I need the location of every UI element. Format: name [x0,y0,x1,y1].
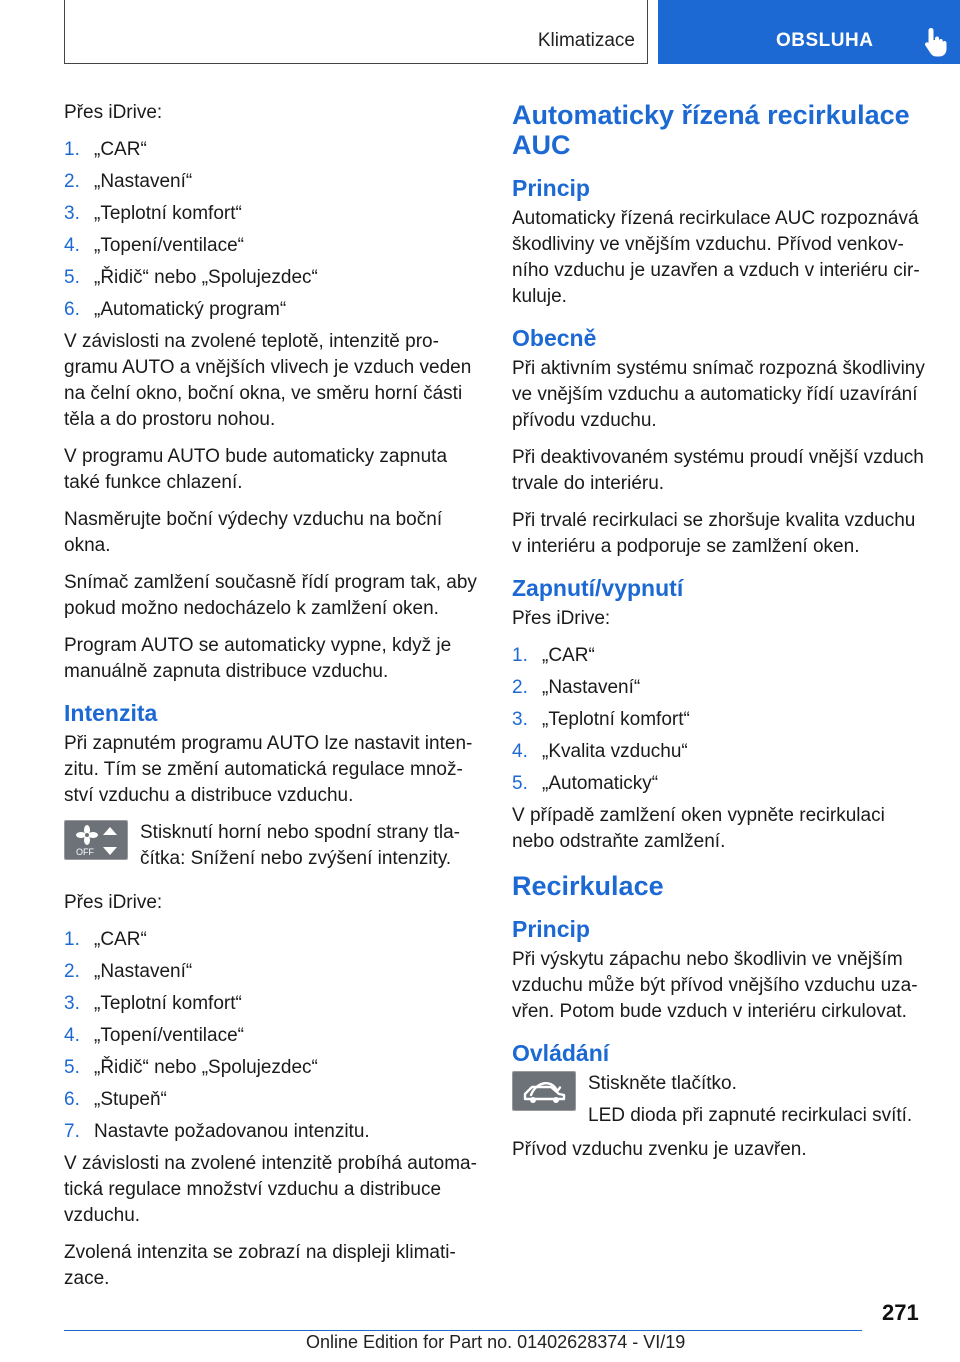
paragraph: Při výskytu zápachu nebo škodlivin ve vnějším vzduchu může být přívod vnějšího vzduchu uza-vřen. Potom bude vzduch v interiéru cirkulovat. [512,949,918,1022]
paragraph: V případě zamlžení oken vypněte recirkulaci nebo odstraňte zamlžení. [512,805,885,852]
paragraph: Nasměrujte boční výdechy vzduchu na boční okna. [64,509,443,556]
idrive-intro: Přes iDrive: [64,102,163,123]
fan-button-label: OFF [76,847,94,857]
list-item: 5. „Automaticky“ [512,773,659,794]
paragraph: Přívod vzduchu zvenku je uzavřen. [512,1139,807,1160]
list-item: 1. „CAR“ [64,139,147,160]
recirculation-button-instruction: Stiskněte tlačítko. [588,1073,737,1094]
recirculation-button-icon [512,1071,576,1111]
header-frame [64,0,648,64]
hand-pointer-icon [922,26,950,58]
fan-button-row [64,820,482,878]
paragraph: V závislosti na zvolené intenzitě probíhá automa-tická regulace množství vzduchu a distribuce vzduchu. [64,1153,477,1226]
right-column [512,100,928,1174]
paragraph: Snímač zamlžení současně řídí program tak, aby pokud možno nedocházelo k zamlžení oken. [64,572,477,619]
heading-obecne: Obecně [512,325,597,351]
paragraph: Při zapnutém programu AUTO lze nastavit inten-zitu. Tím se změní automatická regulace množ-ství vzduchu a distribuce vzduchu. [64,733,473,806]
list-item: 4. „Topení/ventilace“ [64,1025,244,1046]
list-item: 6. „Automatický program“ [64,299,287,320]
fan-intensity-button-icon [64,820,128,860]
paragraph: Program AUTO se automaticky vypne, když je manuálně zapnuta distribuce vzduchu. [64,635,452,682]
paragraph: Automaticky řízená recirkulace AUC rozpoznává škodliviny ve vnějším vzduchu. Přívod venkov-ního vzduchu je uzavřen a vzduch v interiéru cir-kuluje. [512,208,920,307]
idrive-steps-auto [64,137,482,323]
paragraph: Při aktivním systému snímač rozpozná škodliviny ve vnějším vzduchu a automaticky řídí uzavírání přívodu vzduchu. [512,358,925,431]
recirculation-button-row [512,1071,928,1135]
section-tab [658,0,960,64]
footer-edition: Online Edition for Part no. 01402628374 - VI/19 [306,1332,686,1352]
list-item: 1. „CAR“ [64,929,147,950]
list-item: 2. „Nastavení“ [64,961,193,982]
list-item: 3. „Teplotní komfort“ [512,709,690,730]
list-item: 2. „Nastavení“ [64,171,193,192]
heading-ovladani: Ovládání [512,1040,610,1066]
heading-princip: Princip [512,916,590,942]
paragraph: Při deaktivovaném systému proudí vnější vzduch trvale do interiéru. [512,447,924,494]
list-item: 5. „Řidič“ nebo „Spolujezdec“ [64,267,318,288]
list-item: 7. Nastavte požadovanou intenzitu. [64,1121,370,1142]
chapter-title: Klimatizace [537,30,635,51]
left-column [64,100,482,1303]
footer-rule [64,1330,862,1331]
list-item: 1. „CAR“ [512,645,595,666]
heading-zapnuti: Zapnutí/vypnutí [512,575,684,601]
heading-auc: Automaticky řízená recirkulace AUC [512,100,910,160]
list-item: 2. „Nastavení“ [512,677,641,698]
list-item: 3. „Teplotní komfort“ [64,203,242,224]
section-title: OBSLUHA [776,30,874,51]
idrive-intro: Přes iDrive: [64,892,163,913]
paragraph: V programu AUTO bude automaticky zapnuta také funkce chlazení. [64,446,448,493]
fan-button-description: Stisknutí horní nebo spodní strany tla-čítka: Snížení nebo zvýšení intenzity. [140,822,461,869]
paragraph: V závislosti na zvolené teplotě, intenzitě pro-gramu AUTO a vnějších vlivech je vzduch veden na čelní okno, boční okna, ve směru horní části těla a do prostoru nohou. [64,331,472,430]
heading-intenzita: Intenzita [64,700,158,726]
heading-recirkulace: Recirkulace [512,871,664,901]
list-item: 5. „Řidič“ nebo „Spolujezdec“ [64,1057,318,1078]
idrive-intro: Přes iDrive: [512,608,611,629]
heading-princip: Princip [512,175,590,201]
paragraph: Při trvalé recirkulaci se zhoršuje kvalita vzduchu v interiéru a podporuje se zamlžení oken. [512,510,916,557]
idrive-steps-auc [512,643,928,797]
page-number: 271 [882,1300,919,1325]
recirculation-led-info: LED dioda při zapnuté recirkulaci svítí. [588,1105,913,1126]
list-item: 4. „Kvalita vzduchu“ [512,741,688,762]
list-item: 3. „Teplotní komfort“ [64,993,242,1014]
list-item: 4. „Topení/ventilace“ [64,235,244,256]
paragraph: Zvolená intenzita se zobrazí na displeji klimati-zace. [64,1242,456,1289]
idrive-steps-intensity [64,927,482,1145]
list-item: 6. „Stupeň“ [64,1089,167,1110]
